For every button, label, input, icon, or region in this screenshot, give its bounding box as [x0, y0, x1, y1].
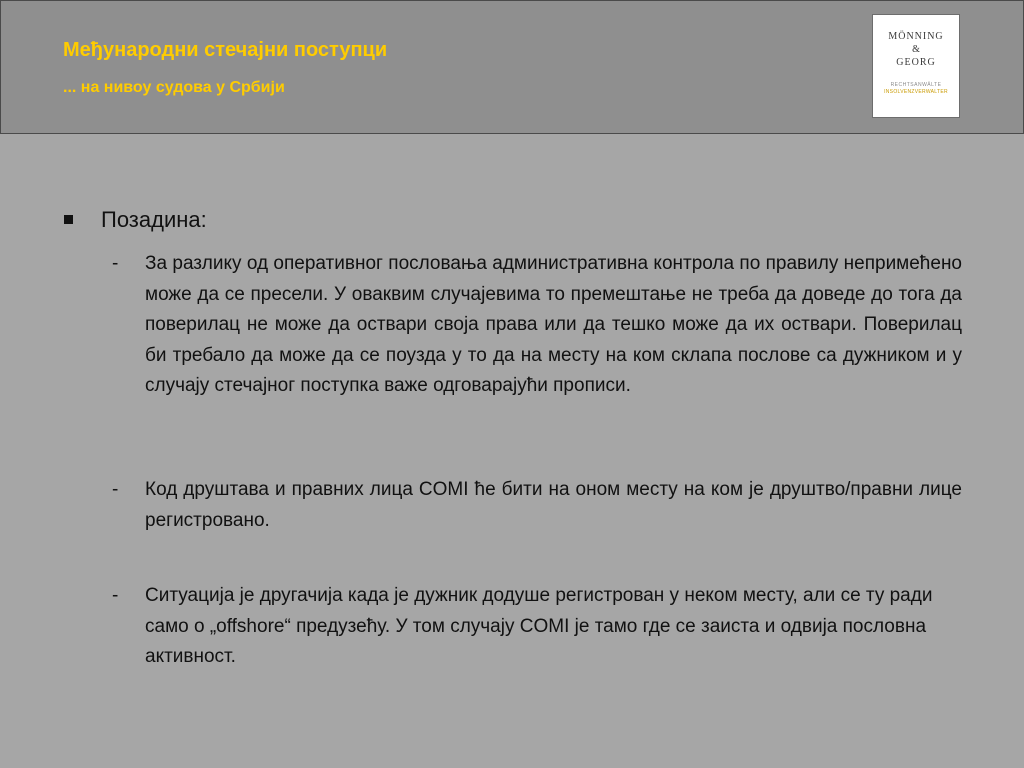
dash-marker: -: [112, 479, 119, 500]
logo-line-insolvenzverwalter: INSOLVENZVERWALTER: [884, 89, 948, 95]
square-bullet-icon: [64, 215, 73, 224]
list-item: [112, 581, 962, 673]
slide-header: [0, 0, 1024, 134]
section-heading: Позадина:: [101, 207, 207, 232]
dash-marker: -: [112, 585, 119, 606]
company-logo: [872, 14, 960, 118]
dash-marker: -: [112, 253, 119, 274]
list-item-text: За разлику од оперативног пословања административна контрола по правилу непримећено може да се пресели. У оваквим случајевима то премештање не треба да доведе до тога да поверилац не може да оствари своја права или да тешко може да их оствари. Поверилац би требало да може да се поузда у то да на месту на ком склапа послове са дужником и у случају стечајног поступка важе одговарајући прописи.: [145, 253, 962, 396]
slide-title: Међународни стечајни поступци: [63, 39, 388, 61]
logo-line-rechtsanwalte: RECHTSANWÄLTE: [890, 82, 942, 88]
list-item: [112, 475, 962, 536]
list-item: [112, 249, 962, 402]
slide-subtitle: ... на нивоу судова у Србији: [63, 79, 285, 96]
logo-line-ampersand: &: [912, 44, 920, 55]
list-item-text: Код друштава и правних лица COMI ће бити на оном месту на ком је друштво/правни лице регистровано.: [145, 479, 962, 531]
logo-line-monning: MÖNNING: [888, 31, 944, 42]
list-item-text: Ситуација је другачија када је дужник додуше регистрован у неком месту, али се ту ради само о „offshore“ предузећу. У том случају COMI је тамо где се заиста и одвија пословна активност.: [145, 585, 933, 667]
logo-line-georg: GEORG: [896, 57, 936, 68]
